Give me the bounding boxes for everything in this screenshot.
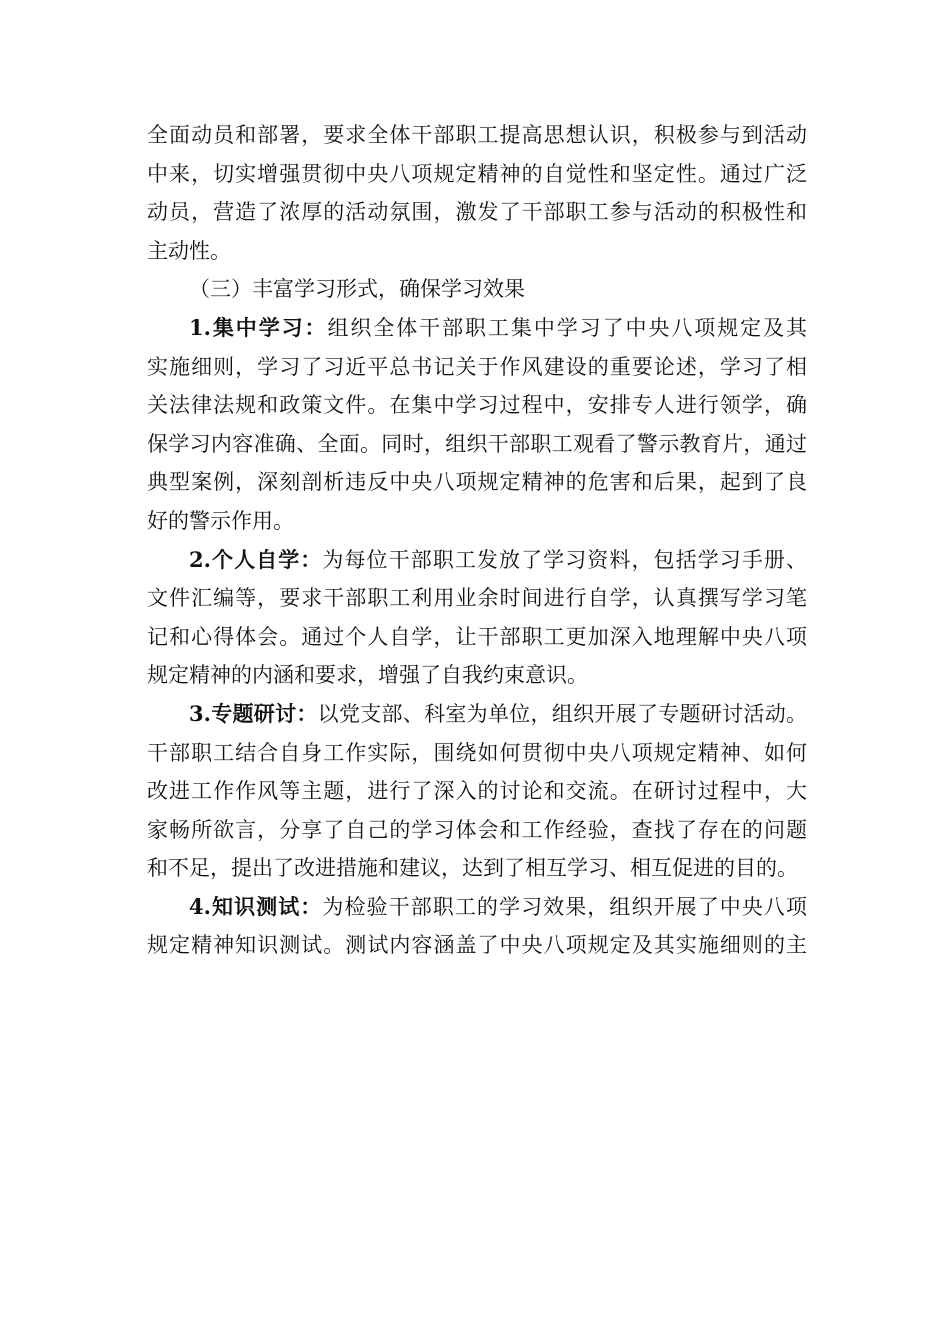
text-line: 规定精神的内涵和要求，增强了自我约束意识。 (147, 663, 588, 688)
text-line: 好的警示作用。 (147, 508, 294, 533)
item-1-title: 1.集中学习： (189, 314, 328, 340)
item-2-title: 2.个人自学： (189, 546, 323, 572)
text-line: 和不足，提出了改进措施和建议，达到了相互学习、相互促进的目的。 (147, 856, 798, 881)
section-heading-text: （三）丰富学习形式，确保学习效果 (189, 277, 525, 302)
item-4-text: 为检验干部职工的学习效果，组织开展了中央八项 (322, 894, 807, 919)
text-line: 规定精神知识测试。测试内容涵盖了中央八项规定及其实施细则的主 (147, 933, 807, 958)
text-line: 典型案例，深刻剖析违反中央八项规定精神的危害和后果，起到了良 (147, 470, 807, 495)
document-body (147, 116, 807, 965)
text-line: 中来，切实增强贯彻中央八项规定精神的自觉性和坚定性。通过广泛 (147, 161, 807, 186)
item-1-text: 组织全体干部职工集中学习了中央八项规定及其 (327, 315, 807, 340)
text-line (147, 309, 807, 348)
intro-paragraph (147, 116, 807, 270)
text-line: 主动性。 (147, 238, 231, 263)
text-line: 干部职工结合自身工作实际，围绕如何贯彻中央八项规定精神、如何 (147, 740, 807, 765)
text-line: 家畅所欲言，分享了自己的学习体会和工作经验，查找了存在的问题 (147, 817, 807, 842)
item-2-text: 为每位干部职工发放了学习资料，包括学习手册、 (322, 547, 807, 572)
section-heading (147, 270, 807, 309)
item-2-paragraph (147, 541, 807, 695)
item-3-paragraph (147, 695, 807, 888)
text-line: 实施细则，学习了习近平总书记关于作风建设的重要论述，学习了相 (147, 354, 807, 379)
text-line: 改进工作作风等主题，进行了深入的讨论和交流。在研讨过程中，大 (147, 779, 807, 804)
text-line: 关法律法规和政策文件。在集中学习过程中，安排专人进行领学，确 (147, 393, 807, 418)
text-line: 文件汇编等，要求干部职工利用业余时间进行自学，认真撰写学习笔 (147, 586, 807, 611)
item-4-title: 4.知识测试： (189, 893, 323, 919)
item-1-paragraph (147, 309, 807, 541)
text-line: 保学习内容准确、全面。同时，组织干部职工观看了警示教育片，通过 (147, 431, 807, 456)
text-line: 动员，营造了浓厚的活动氛围，激发了干部职工参与活动的积极性和 (147, 200, 807, 225)
text-line: 记和心得体会。通过个人自学，让干部职工更加深入地理解中央八项 (147, 624, 807, 649)
text-line: 全面动员和部署，要求全体干部职工提高思想认识，积极参与到活动 (147, 123, 807, 147)
item-3-text: 以党支部、科室为单位，组织开展了专题研讨活动。 (317, 701, 807, 726)
item-3-title: 3.专题研讨： (189, 700, 318, 726)
text-line (147, 541, 807, 580)
item-4-paragraph (147, 888, 807, 965)
text-line (147, 695, 807, 734)
text-line (147, 888, 807, 927)
